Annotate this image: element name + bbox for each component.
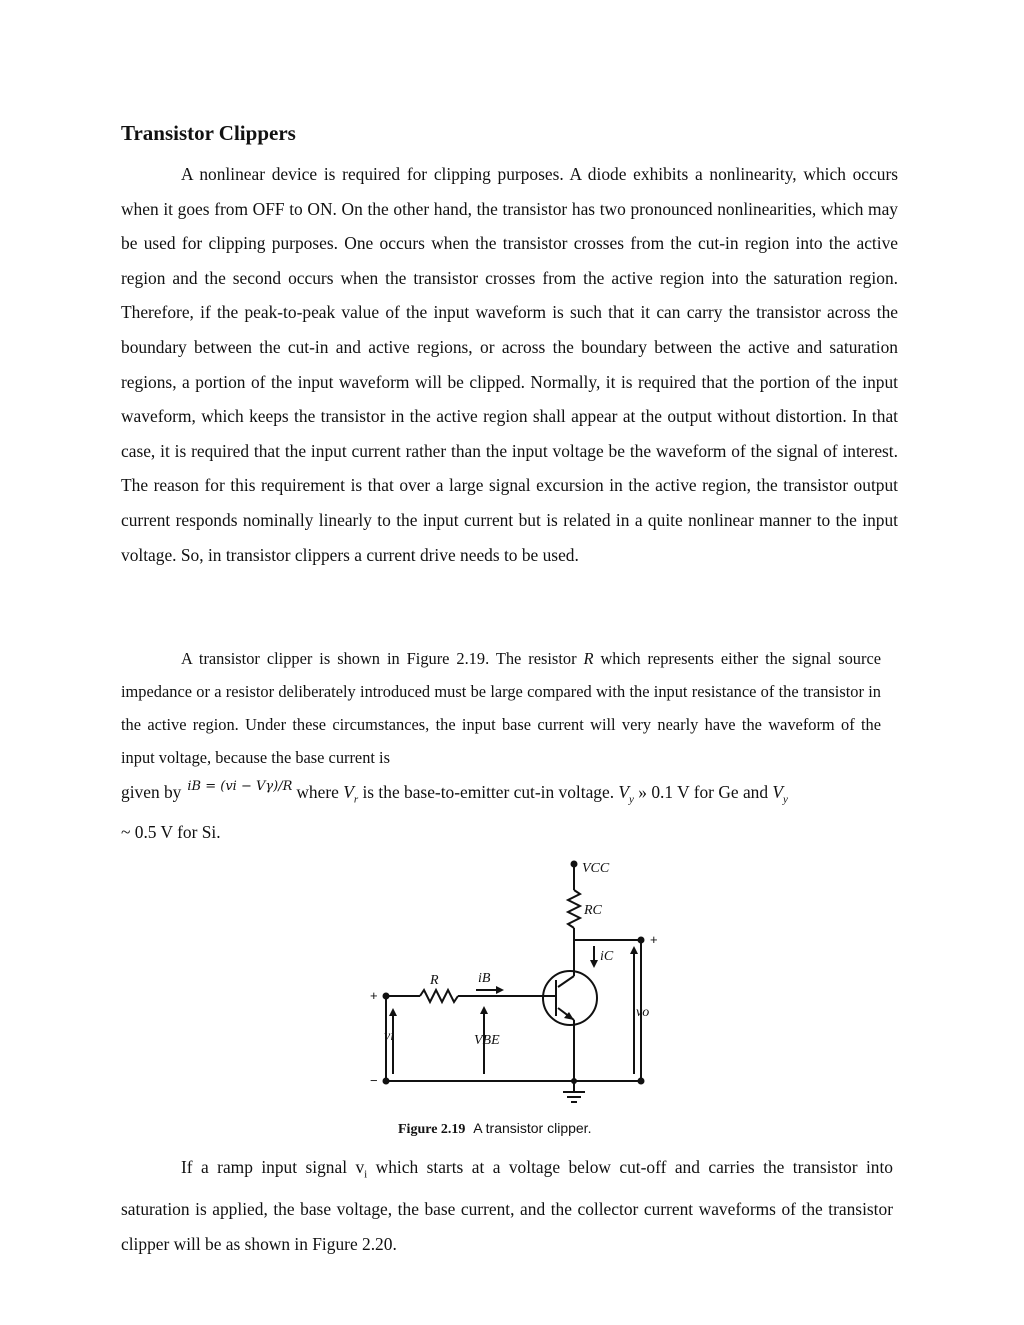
where-text: where [296, 782, 339, 802]
vr-subscript: r [353, 793, 359, 806]
label-ib: iB [478, 971, 491, 986]
resistor-symbol: R [583, 649, 594, 668]
input-plus: + [370, 988, 378, 1003]
vy-subscript-1: y [629, 793, 634, 806]
label-r: R [430, 973, 439, 988]
vy-symbol-1: V [618, 782, 630, 802]
figure-transistor-clipper [358, 852, 668, 1137]
paragraph-clipper-description [121, 642, 881, 774]
para2-text-a: A transistor clipper is shown in Figure 2.19. The resistor [181, 649, 584, 668]
para3-text-b: which starts at a voltage below cut-off and carries the transistor into saturation is applied, the base voltage, the base current, and the collector current waveforms of the transistor clipper will be as shown in Figure 2.20. [121, 1157, 894, 1255]
output-plus: + [650, 932, 658, 947]
label-vbe: VBE [474, 1033, 500, 1048]
figure-caption [398, 1120, 591, 1138]
si-line: ~ 0.5 V for Si. [121, 822, 221, 842]
input-minus: − [370, 1073, 378, 1088]
para2-text-b: which represents either the signal source impedance or a resistor deliberately introduced must be large compared with the input resistance of the transistor in the active region. Under these circumstances, the input base current will very nearly have the waveform of the input voltage, because the base current is [121, 649, 881, 767]
formula-line [121, 779, 898, 806]
label-rc: RC [584, 903, 602, 918]
paragraph-intro: A nonlinear device is required for clipping purposes. A diode exhibits a nonlinearity, which occurs when it goes from OFF to ON. On the other hand, the transistor has two pronounced nonlinearities, which may be used for clipping purposes. One occurs when the transistor crosses from the cut-in region into the active region and the second occurs when the transistor crosses from the active region into the saturation region. Therefore, if the peak-to-peak value of the input waveform is such that it can carry the transistor across the boundary between the cut-in and active regions, or across the boundary between the active and saturation regions, a portion of the input waveform will be clipped. Normally, it is required that the portion of the input waveform, which keeps the transistor in the active region shall appear at the output without distortion. In that case, it is required that the input current rather than the input voltage be the waveform of the signal of interest. The reason for this requirement is that over a large signal excursion in the active region, the transistor output current responds nominally linearly to the input current but is related in a quite nonlinear manner to the input voltage. So, in transistor clippers a current drive needs to be used. [121, 164, 898, 565]
label-ic: iC [600, 949, 614, 964]
vr-symbol: V [343, 782, 354, 802]
label-vo: vo [636, 1005, 650, 1020]
label-vcc: VCC [582, 861, 610, 876]
caption-text: A transistor clipper. [473, 1120, 592, 1136]
vy-subscript-2: y [783, 793, 788, 806]
caption-number: Figure 2.19 [398, 1122, 466, 1137]
base-current-formula: iB = (vi − Vγ)/R [187, 779, 293, 794]
section-heading: Transistor Clippers [121, 121, 296, 145]
given-by-text: given by [121, 782, 182, 802]
paragraph-ramp-input [121, 1150, 893, 1262]
vy-symbol-2: V [772, 782, 784, 802]
para3-text-a: If a ramp input signal v [181, 1157, 365, 1177]
cutin-text: is the base-to-emitter cut-in voltage. [358, 782, 619, 802]
circuit-diagram [358, 852, 668, 1117]
ge-text: » 0.1 V for Ge and [633, 782, 773, 802]
para3-subscript: i [364, 1168, 368, 1181]
label-vi: vi [384, 1029, 395, 1044]
